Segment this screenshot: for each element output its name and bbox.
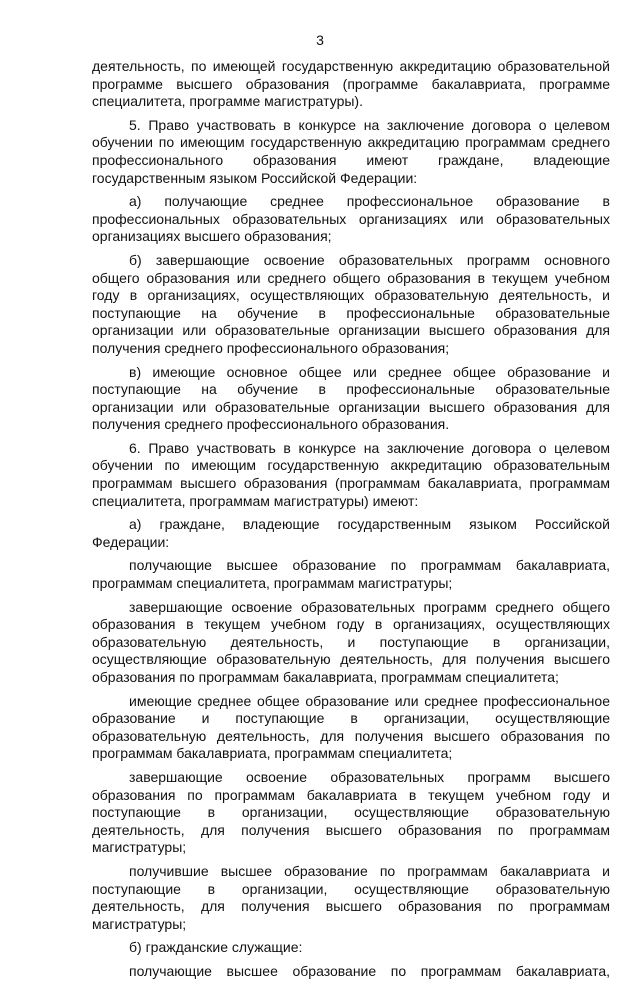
paragraph-item-6: 6. Право участвовать в конкурсе на заключение договора о целевом обучении по имеющим государственную аккредитацию образовательным программам высшего образования (программам бакалавриата, программам специалитета, программам магистратуры) имеют: (92, 439, 610, 509)
paragraph-sub-item: имеющие среднее общее образование или среднее профессиональное образование и поступающие в организации, осуществляющие образовательную деятельность, для получения высшего образования по программам бакалавриата, программам специалитета; (92, 692, 610, 762)
paragraph-item-6b: б) гражданские служащие: (129, 939, 303, 956)
paragraph-sub-item: завершающие освоение образовательных программ среднего общего образования в текущем учебном году в организациях, осуществляющих образовательную деятельность, и поступающие в организации, осуществляющие образовательную деятельность, для получения высшего образования по программам бакалавриата, программам специалитета; (92, 598, 610, 685)
paragraph-item-5v: в) имеющие основное общее или среднее общее образование и поступающие на обучение в профессиональные образовательные организации или образовательные организации высшего образования для получения среднего профессионального образования. (92, 363, 610, 433)
paragraph-item-5: 5. Право участвовать в конкурсе на заключение договора о целевом обучении по имеющим государственную аккредитацию программам среднего профессионального образования имеют граждане, владеющие государственным языком Российской Федерации: (92, 116, 610, 186)
document-body (92, 58, 610, 987)
paragraph-item-5a: а) получающие среднее профессиональное образование в профессиональных образовательных организациях или образовательных организациях высшего образования; (92, 193, 610, 245)
paragraph-item-5b: б) завершающие освоение образовательных программ основного общего образования или среднего общего образования в текущем учебном году в организациях, осуществляющих образовательную деятельность, и поступающие на обучение в профессиональные образовательные организации или образовательные организации высшего образования для получения среднего профессионального образования; (92, 251, 610, 356)
paragraph-sub-item: получившие высшее образование по программам бакалавриата и поступающие в организации, осуществляющие образовательную деятельность, для получения высшего образования по программам магистратуры; (92, 862, 610, 932)
paragraph-item-6a: а) граждане, владеющие государственным языком Российской Федерации: (92, 516, 610, 550)
paragraph-sub-item: завершающие освоение образовательных программ высшего образования по программам бакалавриата в текущем учебном году и поступающие в организации, осуществляющие образовательную деятельность, для получения высшего образования по программам магистратуры; (92, 768, 610, 856)
paragraph-sub-item: получающие высшее образование по программам бакалавриата, программам специалитета, программам магистратуры; (92, 557, 610, 592)
paragraph-continuation: деятельность, по имеющей государственную аккредитацию образовательной программе высшего образования (программе бакалавриата, программе специалитета, программе магистратуры). (92, 58, 610, 110)
paragraph-sub-item: получающие высшее образование по программам бакалавриата, (129, 962, 610, 979)
page-number: 3 (316, 32, 324, 48)
